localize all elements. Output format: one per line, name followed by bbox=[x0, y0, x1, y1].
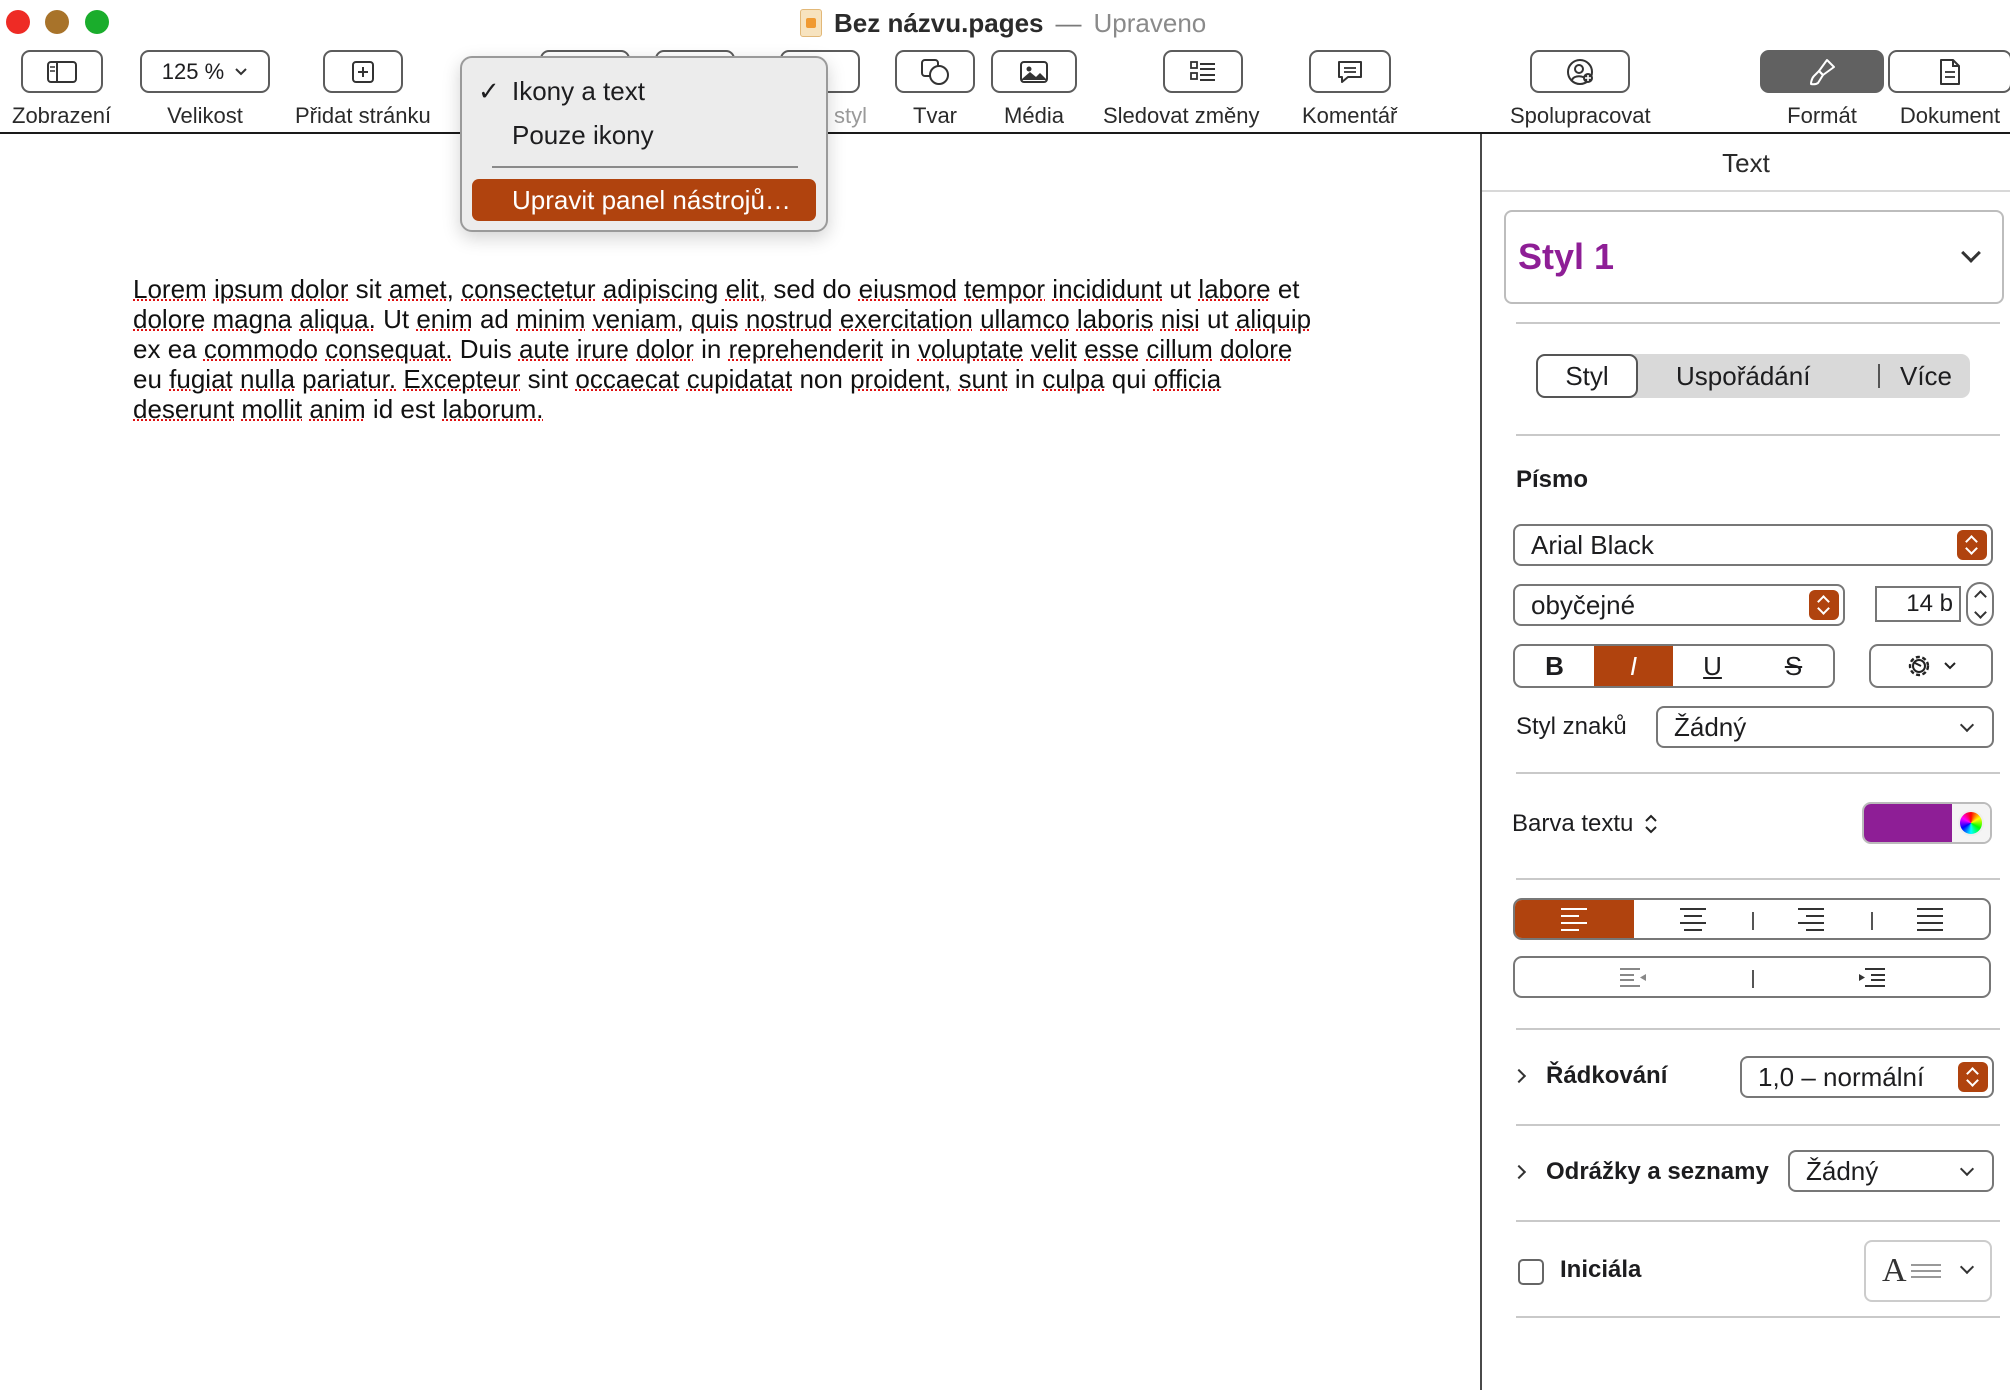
shape-button[interactable] bbox=[895, 50, 975, 93]
toolbar bbox=[0, 0, 2010, 134]
add-page-button[interactable] bbox=[323, 50, 403, 93]
document-button[interactable] bbox=[1888, 50, 2010, 93]
align-left-icon bbox=[1561, 908, 1587, 931]
comment-toolbar-item[interactable] bbox=[1302, 50, 1397, 129]
align-right-icon bbox=[1798, 908, 1824, 931]
sidebar-icon bbox=[47, 61, 77, 83]
shape-icon bbox=[920, 58, 950, 86]
document-label: Dokument bbox=[1899, 103, 2001, 128]
justify-icon bbox=[1917, 908, 1943, 931]
italic-button[interactable]: I bbox=[1594, 646, 1673, 686]
media-button[interactable] bbox=[991, 50, 1077, 93]
font-family-popup[interactable] bbox=[1513, 524, 1993, 566]
add-page-toolbar-item[interactable] bbox=[295, 50, 431, 129]
line-spacing-value: 1,0 – normální bbox=[1758, 1061, 1925, 1092]
toolbar-context-menu bbox=[460, 56, 828, 232]
menu-item-customize-toolbar[interactable]: Upravit panel nástrojů… bbox=[472, 179, 816, 221]
window-close-button[interactable] bbox=[6, 10, 30, 34]
font-size-field[interactable] bbox=[1875, 586, 1961, 622]
dropcap-style-popup[interactable] bbox=[1864, 1240, 1992, 1302]
document-name: Bez názvu.pages bbox=[834, 7, 1044, 38]
shape-toolbar-item[interactable] bbox=[895, 50, 975, 129]
text-style-label: styl bbox=[834, 103, 867, 128]
collaborate-button[interactable] bbox=[1530, 50, 1630, 93]
paintbrush-icon bbox=[1807, 57, 1837, 87]
divider bbox=[1516, 1316, 2000, 1318]
divider bbox=[1516, 772, 2000, 774]
divider bbox=[1516, 1220, 2000, 1222]
inspector-title-divider bbox=[1482, 190, 2010, 192]
color-picker-button[interactable] bbox=[1952, 804, 1990, 842]
font-typeface-value: obyčejné bbox=[1531, 589, 1636, 620]
up-down-arrows-icon bbox=[1809, 590, 1839, 620]
increase-indent-button[interactable] bbox=[1752, 958, 1989, 996]
tab-layout[interactable]: Uspořádání bbox=[1676, 360, 1811, 391]
chevron-right-icon bbox=[1512, 1069, 1526, 1083]
window-minimize-button[interactable] bbox=[45, 10, 69, 34]
paragraph-style-name: Styl 1 bbox=[1518, 236, 1615, 277]
zoom-toolbar-item[interactable] bbox=[140, 50, 270, 129]
divider bbox=[1516, 322, 2000, 324]
indent-buttons bbox=[1513, 956, 1991, 998]
char-style-popup[interactable] bbox=[1656, 706, 1994, 748]
chevron-down-icon bbox=[1960, 718, 1974, 732]
body-paragraph: Lorem ipsum dolor sit amet, consectetur adipiscing elit, sed do eiusmod tempor incididunt ut labore et dolore magna aliqua. Ut enim ad minim veniam, quis nostrud exercitation ullamco laboris nisi ut aliquip ex ea commodo consequat. Duis aute irure dolor in reprehenderit in voluptate velit esse cillum dolore eu fugiat nulla pariatur. Excepteur sint occaecat cupidatat non proident, sunt in culpa qui officia deserunt mollit anim id est laborum. bbox=[133, 274, 1312, 424]
divider bbox=[1516, 878, 2000, 880]
align-center-icon bbox=[1680, 908, 1706, 931]
font-typeface-popup[interactable] bbox=[1513, 584, 1845, 626]
comment-icon bbox=[1336, 59, 1364, 85]
decrease-indent-icon bbox=[1618, 966, 1650, 988]
line-spacing-popup[interactable] bbox=[1740, 1056, 1994, 1098]
collaborate-icon bbox=[1565, 58, 1595, 86]
window-title bbox=[800, 6, 1206, 40]
chevron-down-icon bbox=[1960, 1260, 1974, 1274]
font-section-title: Písmo bbox=[1516, 466, 1589, 493]
dropcap-preview-lines-icon bbox=[1911, 1264, 1941, 1278]
dropcap-checkbox[interactable] bbox=[1518, 1259, 1544, 1285]
increase-indent-icon bbox=[1855, 966, 1887, 988]
tab-separator bbox=[1878, 364, 1880, 388]
document-toolbar-item[interactable] bbox=[1888, 50, 2010, 129]
align-center-button[interactable] bbox=[1634, 900, 1753, 938]
separator bbox=[1752, 970, 1754, 988]
advanced-options-button[interactable] bbox=[1869, 644, 1993, 688]
track-changes-icon bbox=[1189, 60, 1217, 84]
media-toolbar-item[interactable] bbox=[991, 50, 1077, 129]
text-color-swatch[interactable] bbox=[1864, 804, 1952, 842]
tab-style[interactable]: Styl bbox=[1536, 354, 1638, 398]
text-decoration-buttons bbox=[1513, 644, 1835, 688]
format-label: Formát bbox=[1787, 103, 1857, 128]
document-body-text[interactable] bbox=[133, 274, 1313, 424]
tab-more[interactable]: Více bbox=[1899, 360, 1953, 391]
chevron-down-icon bbox=[234, 67, 248, 77]
inspector-title: Text bbox=[1722, 148, 1770, 178]
justify-button[interactable] bbox=[1871, 900, 1990, 938]
font-size-value: 14 b bbox=[1906, 590, 1953, 617]
align-left-button[interactable] bbox=[1515, 900, 1634, 938]
divider bbox=[1516, 434, 2000, 436]
paragraph-style-selector[interactable] bbox=[1504, 210, 2004, 304]
comment-label: Komentář bbox=[1302, 103, 1398, 128]
collaborate-label: Spolupracovat bbox=[1510, 103, 1651, 128]
dropcap-preview-letter: A bbox=[1882, 1252, 1907, 1289]
zoom-label: Velikost bbox=[167, 103, 243, 128]
align-right-button[interactable] bbox=[1752, 900, 1871, 938]
bold-button[interactable]: B bbox=[1545, 650, 1564, 681]
text-color-label-text: Barva textu bbox=[1512, 810, 1634, 837]
plus-square-icon bbox=[351, 60, 375, 84]
separator bbox=[1871, 912, 1873, 930]
dropcap-label: Iniciála bbox=[1560, 1256, 1642, 1283]
menu-item-icons-only[interactable]: Pouze ikony bbox=[512, 120, 654, 150]
menu-item-icons-and-text[interactable]: Ikony a text bbox=[512, 76, 645, 106]
text-color-label[interactable] bbox=[1512, 810, 1658, 838]
collaborate-toolbar-item[interactable] bbox=[1510, 50, 1651, 129]
pages-document-icon bbox=[800, 9, 822, 37]
inspector-tabs bbox=[1536, 354, 1970, 398]
media-label: Média bbox=[1004, 103, 1064, 128]
bullets-popup[interactable] bbox=[1788, 1150, 1994, 1192]
text-color-well[interactable] bbox=[1862, 802, 1992, 844]
up-down-arrows-icon bbox=[1957, 530, 1987, 560]
add-page-label: Přidat stránku bbox=[295, 103, 431, 128]
underline-button[interactable]: U bbox=[1703, 650, 1722, 681]
chevron-right-icon bbox=[1512, 1165, 1526, 1179]
char-style-value: Žádný bbox=[1674, 711, 1747, 742]
alignment-buttons bbox=[1513, 898, 1991, 940]
photo-icon bbox=[1019, 60, 1049, 84]
gear-icon bbox=[1905, 652, 1933, 680]
font-size-stepper[interactable] bbox=[1966, 582, 1994, 626]
view-toolbar-item[interactable] bbox=[12, 50, 111, 129]
bullets-value: Žádný bbox=[1806, 1155, 1879, 1186]
title-separator: — bbox=[1055, 7, 1082, 38]
font-family-value: Arial Black bbox=[1531, 529, 1654, 560]
chevron-down-icon bbox=[1961, 243, 1981, 263]
chevron-down-icon bbox=[1960, 1162, 1974, 1176]
checkmark-icon: ✓ bbox=[478, 76, 500, 106]
bullets-label: Odrážky a seznamy bbox=[1546, 1158, 1769, 1185]
zoom-value: 125 % bbox=[161, 58, 225, 84]
chevron-down-icon bbox=[1943, 661, 1957, 671]
up-down-arrows-icon bbox=[1958, 1062, 1988, 1092]
view-button[interactable] bbox=[21, 50, 103, 93]
format-button[interactable] bbox=[1760, 50, 1884, 93]
window-zoom-button[interactable] bbox=[85, 10, 109, 34]
menu-separator bbox=[492, 166, 798, 168]
decrease-indent-button[interactable] bbox=[1515, 958, 1752, 996]
track-changes-label: Sledovat změny bbox=[1103, 103, 1260, 128]
comment-button[interactable] bbox=[1309, 50, 1391, 93]
separator bbox=[1752, 912, 1754, 930]
format-inspector bbox=[1480, 134, 2010, 1390]
zoom-popup[interactable] bbox=[140, 50, 270, 93]
track-changes-button[interactable] bbox=[1163, 50, 1243, 93]
color-wheel-icon bbox=[1958, 810, 1984, 836]
view-label: Zobrazení bbox=[12, 103, 112, 128]
track-changes-toolbar-item[interactable] bbox=[1103, 50, 1260, 129]
up-down-chevron-icon bbox=[1644, 813, 1658, 835]
divider bbox=[1516, 1124, 2000, 1126]
format-toolbar-item[interactable] bbox=[1760, 50, 1884, 129]
strikethrough-button[interactable]: S bbox=[1752, 646, 1833, 686]
divider bbox=[1516, 1028, 2000, 1030]
document-icon bbox=[1938, 58, 1962, 86]
shape-label: Tvar bbox=[913, 103, 957, 128]
document-status: Upraveno bbox=[1093, 7, 1207, 38]
char-style-label: Styl znaků bbox=[1516, 713, 1627, 740]
line-spacing-label: Řádkování bbox=[1546, 1062, 1668, 1089]
